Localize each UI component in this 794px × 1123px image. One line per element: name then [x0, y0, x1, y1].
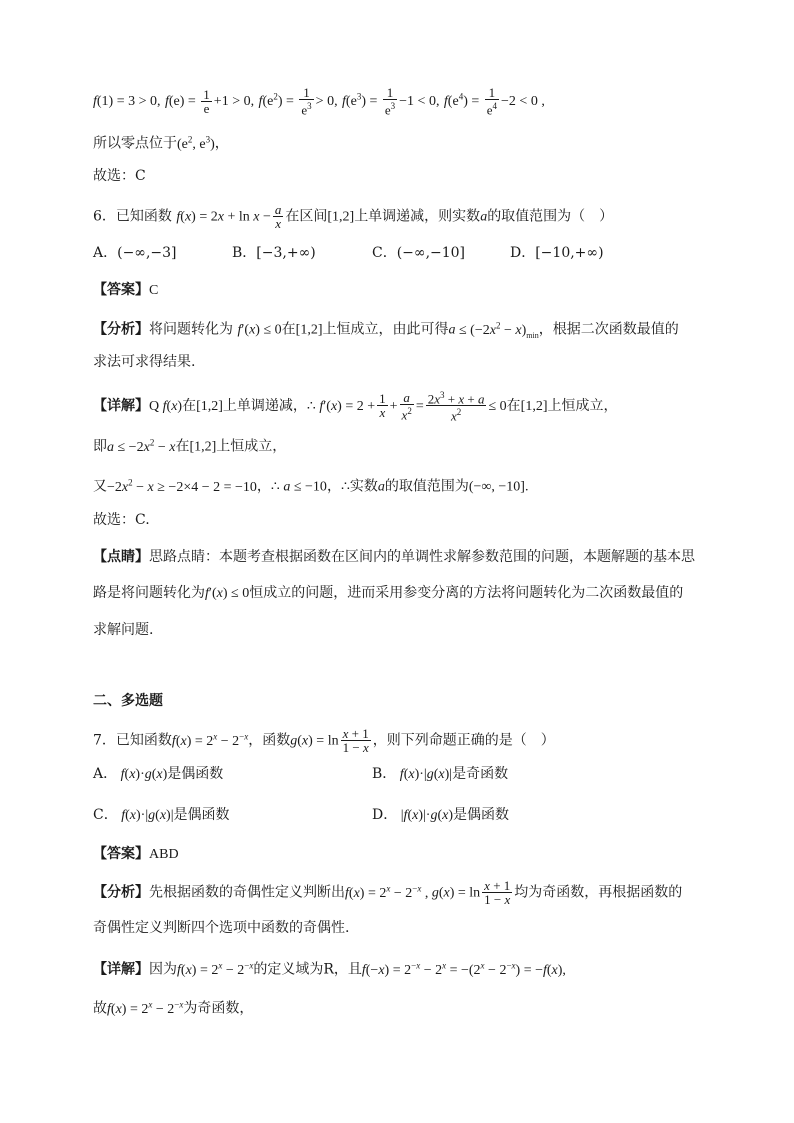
q6-analysis-2: 求法可求得结果. [93, 354, 196, 370]
q7-option-d[interactable]: D． |f(x)|·g(x)是偶函数 [372, 807, 510, 823]
q6-tip: 【点睛】思路点睛：本题考查根据函数在区间内的单调性求解参数范围的问题，本题解题的基本思 [93, 549, 695, 565]
q6-tip-3: 求解问题. [93, 622, 154, 638]
q6-option-a[interactable]: A．(−∞,−3] [93, 245, 177, 261]
q6-detail: 【详解】Q f(x)在[1,2]上单调递减，∴ f′(x) = 2 + $\frac{1}{x}$ + $\frac{a}{x^2}$ = $\frac{2x^3 + x + a}{x^2}$ ≤ 0在[1,2]上恒成立， [93, 389, 618, 424]
q6-stem: 6．已知函数 f(x) = 2x + ln x − $\frac{a}{x}$ 在区间[1,2]上单调递减，则实数a的取值范围为（ ） [93, 202, 614, 231]
q6-answer: 【答案】C [93, 282, 159, 298]
q6-line-ji: 即$a \le -2x^2 - x$在[1,2]上恒成立， [93, 437, 287, 455]
q7-answer: 【答案】ABD [93, 846, 179, 862]
zero-location: 所以零点位于($e^2$, $e^3$)， [93, 134, 229, 152]
q7-option-c[interactable]: C． f(x)·|g(x)|是偶函数 [93, 807, 230, 823]
q6-option-b[interactable]: B．[−3,+∞) [232, 245, 316, 261]
q7-option-b[interactable]: B． f(x)·|g(x)|是奇函数 [372, 766, 509, 782]
q7-option-a[interactable]: A． f(x)·g(x)是偶函数 [93, 766, 224, 782]
eval-line: f(1) = 3 > 0, f(e) = $\frac{1}{e}$ +1 > 0, $f(e^2)$ = $\frac{1}{e^3}$ > 0, $f(e^3)$ = $\frac{1}{e^3}$ −1 < 0, $f(e^4)$ = $\frac{1}{e^4}$ −2 < 0 , [93, 85, 545, 118]
q6-tip-2: 路是将问题转化为f′(x) ≤ 0恒成立的问题，进而采用参变分离的方法将问题转化为二次函数最值的 [93, 585, 684, 601]
q6-option-d[interactable]: D．[−10,+∞) [510, 245, 604, 261]
q7-line-gu: 故$f(x) = 2^x - 2^{-x}$为奇函数， [93, 999, 254, 1017]
q6-line-you: 又$-2x^2 - x \ge -2\times 4 - 2 = -10$，∴ a ≤ −10，∴实数a的取值范围为(−∞, −10]. [93, 477, 529, 495]
q7-analysis-2: 奇偶性定义判断四个选项中函数的奇偶性. [93, 920, 350, 936]
q7-stem: 7．已知函数$f(x) = 2^x - 2^{-x}$，函数g(x) = ln $\frac{x + 1}{1 - x}$ ，则下列命题正确的是（ ） [93, 726, 555, 756]
q7-detail: 【详解】因为$f(x) = 2^x - 2^{-x}$的定义域为R，且$f(-x) = 2^{-x} - 2^x = -(2^x - 2^{-x}) = -f(x)$, [93, 960, 566, 978]
q7-analysis: 【分析】先根据函数的奇偶性定义判断出$f(x) = 2^x - 2^{-x}$ , g(x) = ln $\frac{x + 1}{1 - x}$ 均为奇函数，再根据函数的 [93, 878, 683, 908]
choose-c-1: 故选：C [93, 168, 146, 184]
choose-c-2: 故选：C. [93, 512, 150, 528]
q6-analysis: 【分析】将问题转化为 f′(x) ≤ 0在[1,2]上恒成立，由此可得$a \le (-2x^2 - x)_{min}$，根据二次函数最值的 [93, 320, 679, 340]
section-title: 二、多选题 [93, 693, 163, 709]
q6-option-c[interactable]: C．(−∞,−10] [372, 245, 466, 261]
